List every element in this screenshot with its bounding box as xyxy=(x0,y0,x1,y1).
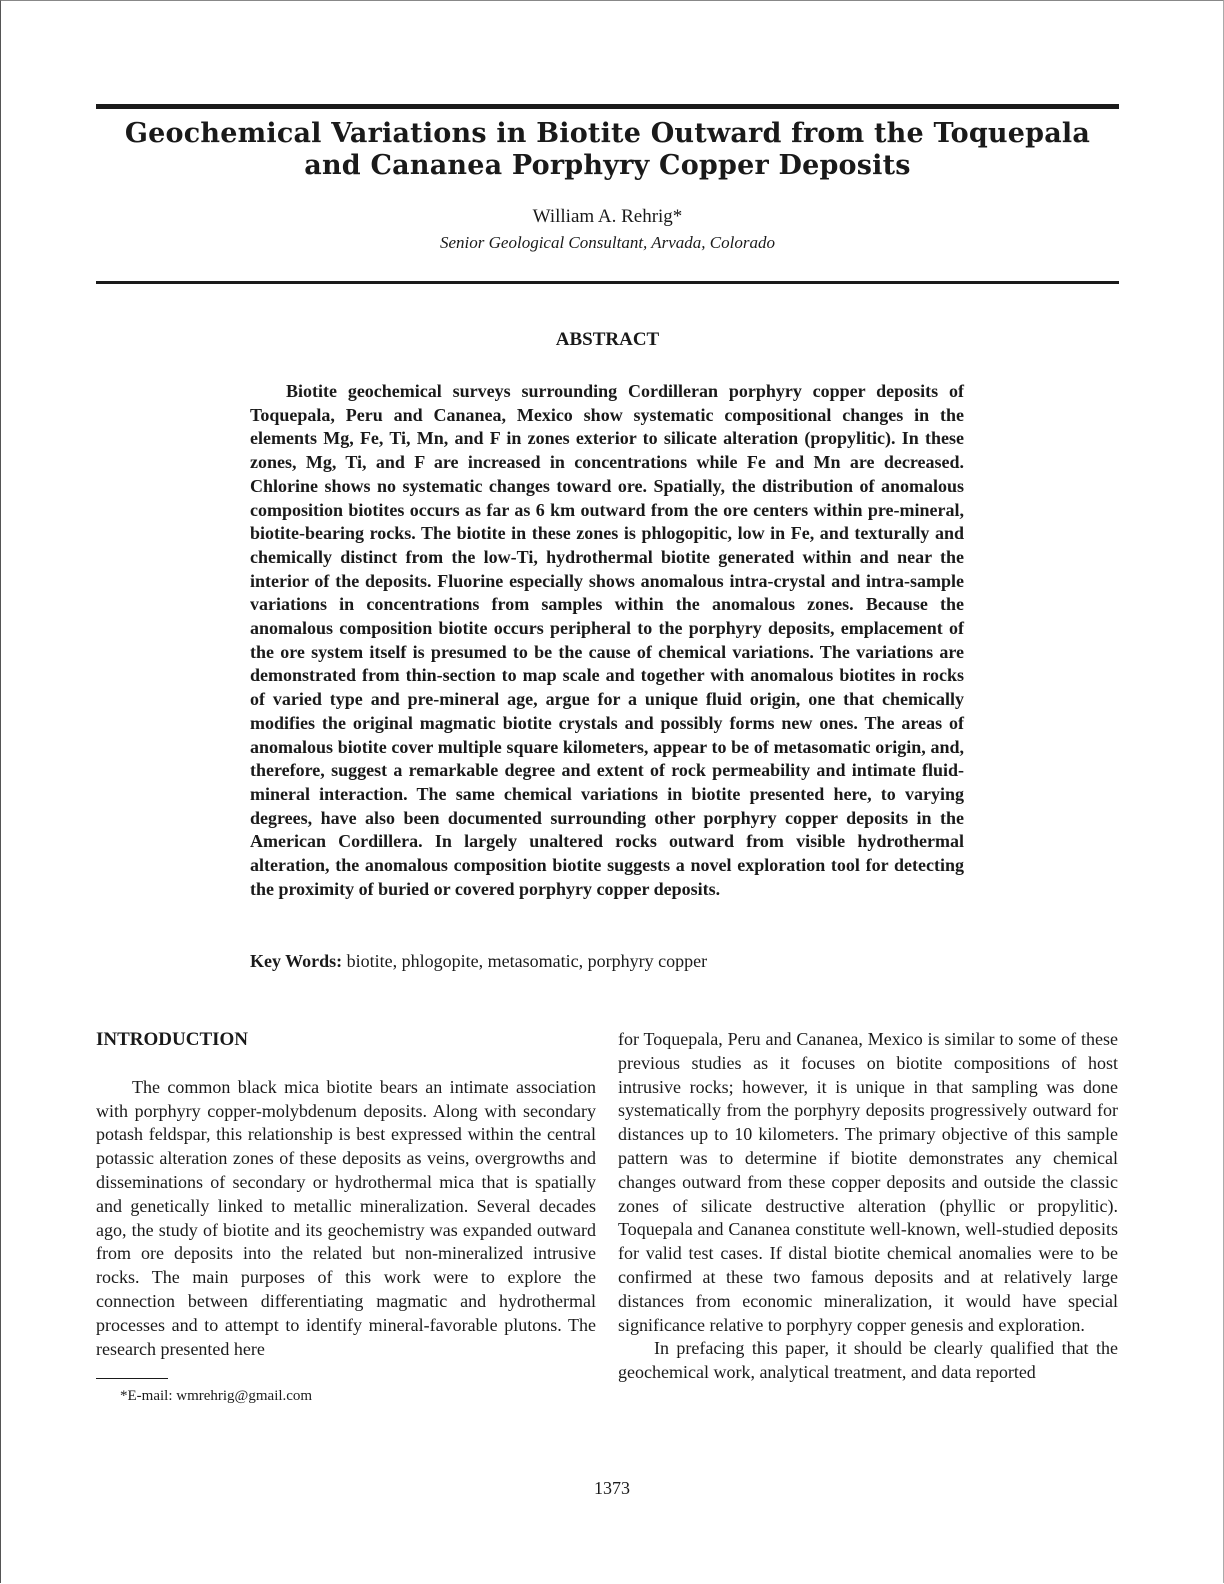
introduction-paragraph-continued: for Toquepala, Peru and Cananea, Mexico is similar to some of these previous studies as it focuses on biotite compositions of host intrusive rocks; however, it is unique in that sampling was done systematically from the porphyry deposits progressively outward for distances up to 10 kilometers. The primary objective of this sample pattern was to determine if biotite demonstrates any chemical changes outward from these copper deposits and outside the classic zones of silicate destructive alteration (phyllic or propylitic). Toquepala and Cananea constitute well-known, well-studied deposits for valid test cases. If distal biotite chemical anomalies were to be confirmed at these two famous deposits and at relatively large distances from economic mineralization, it would have special significance relative to porphyry copper genesis and exploration. xyxy=(618,1029,1118,1335)
abstract-body: Biotite geochemical surveys surrounding Cordilleran porphyry copper deposits of Toquepala, Peru and Cananea, Mexico show systematic compositional changes in the elements Mg, Fe, Ti, Mn, and F in zones exterior to silicate alteration (propylitic). In these zones, Mg, Ti, and F are increased in concentrations while Fe and Mn are decreased. Chlorine shows no systematic changes toward ore. Spatially, the distribution of anomalous composition biotites occurs as far as 6 km outward from the ore centers within pre-mineral, biotite-bearing rocks. The biotite in these zones is phlogopitic, low in Fe, and texturally and chemically distinct from the low-Ti, hydrothermal biotite generated within and near the interior of the deposits. Fluorine especially shows anomalous intra-crystal and intra-sample variations in concentrations from samples within the anomalous zones. Because the anomalous composition biotite occurs peripheral to the porphyry deposits, emplacement of the ore system itself is presumed to be the cause of chemical variations. The variations are demonstrated from thin-section to map scale and together with anomalous biotites in rocks of varied type and pre-mineral age, argue for a unique fluid origin, one that chemically modifies the original magmatic biotite crystals and possibly forms new ones. The areas of anomalous biotite cover multiple square kilometers, appear to be of metasomatic origin, and, therefore, suggest a remarkable degree and extent of rock permeability and intimate fluid-mineral interaction. The same chemical variations in biotite presented here, to varying degrees, have also been documented surrounding other porphyry copper deposits in the American Cordillera. In largely unaltered rocks outward from visible hydrothermal alteration, the anomalous composition biotite suggests a novel exploration tool for detecting the proximity of buried or covered porphyry copper deposits. xyxy=(250,381,964,899)
paper-title xyxy=(96,118,1119,182)
introduction-paragraph-1: The common black mica biotite bears an intimate association with porphyry copper-molybdenum deposits. Along with secondary potash feldspar, this relationship is best expressed within the central potassic alteration zones of these deposits as veins, overgrowths and disseminations of secondary or hydrothermal mica that is spatially and genetically linked to metallic mineralization. Several decades ago, the study of biotite and its geochemistry was expanded outward from ore deposits into the related but non-mineralized intrusive rocks. The main purposes of this work were to explore the connection between differentiating magmatic and hydrothermal processes and to attempt to identify mineral-favorable plutons. The research presented here xyxy=(96,1076,596,1359)
keywords xyxy=(250,951,964,972)
introduction-heading: INTRODUCTION xyxy=(96,1029,249,1050)
footnote-rule xyxy=(96,1378,168,1379)
title-line-2: and Cananea Porphyry Copper Deposits xyxy=(304,150,911,181)
author-affiliation: Senior Geological Consultant, Arvada, Colorado xyxy=(440,233,775,252)
abstract-heading: ABSTRACT xyxy=(555,329,660,350)
footnote-email: *E-mail: wmrehrig@gmail.com xyxy=(120,1388,313,1404)
column-left xyxy=(96,1028,596,1361)
page-number: 1373 xyxy=(594,1478,630,1498)
title-line-1: Geochemical Variations in Biotite Outward from the Toquepala xyxy=(124,118,1091,149)
author-name: William A. Rehrig* xyxy=(532,206,683,227)
keywords-label: Key Words: xyxy=(250,951,343,971)
keywords-value: biotite, phlogopite, metasomatic, porphyry copper xyxy=(342,951,708,971)
header-rule-top xyxy=(96,104,1119,109)
header-rule-bottom xyxy=(96,281,1119,284)
introduction-paragraph-2: In prefacing this paper, it should be clearly qualified that the geochemical work, analytical treatment, and data reported xyxy=(618,1338,1118,1383)
column-right xyxy=(618,1028,1118,1385)
